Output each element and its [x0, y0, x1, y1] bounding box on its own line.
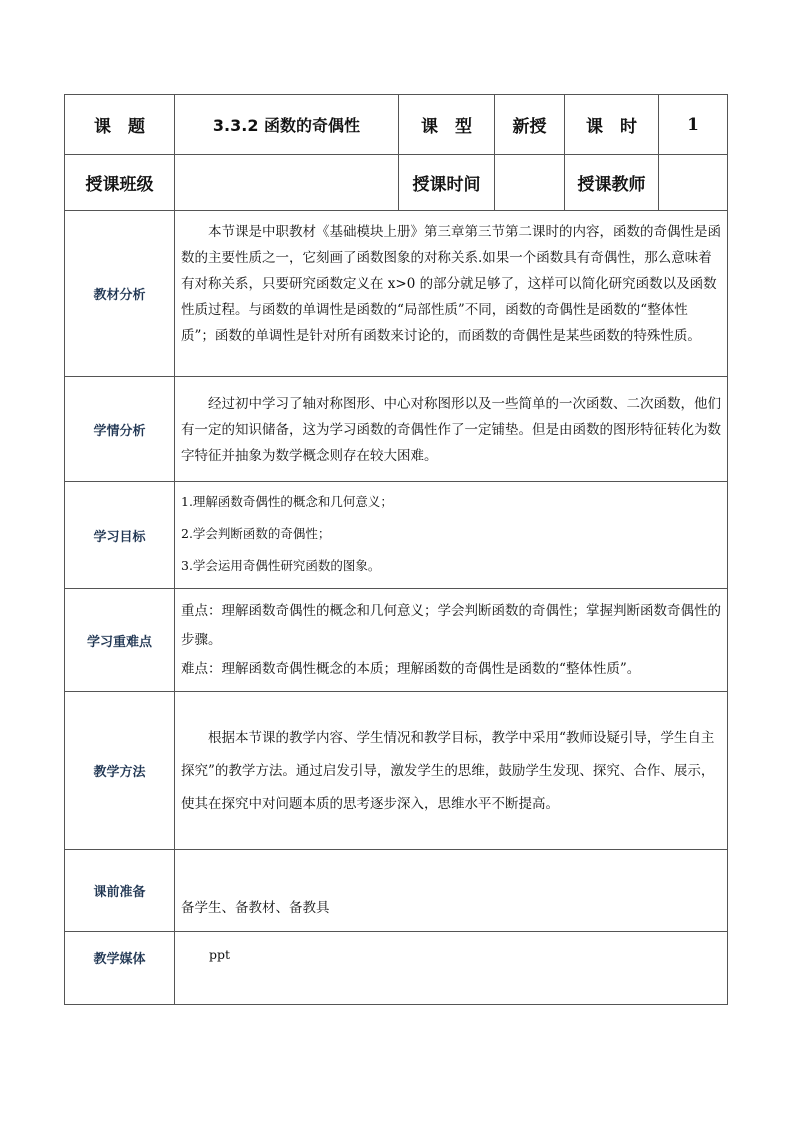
- learning-goal-item: 1.理解函数奇偶性的概念和几何意义；: [181, 494, 393, 509]
- class-value: [175, 155, 399, 211]
- teaching-method-text: 根据本节课的教学内容、学生情况和教学目标，教学中采用“教师设疑引导，学生自主探究”的教学方法。通过启发引导，激发学生的思维，鼓励学生发现、探究、合作、展示，使其在探究中对问题本质的思考逐步深入，思维水平不断提高。: [181, 730, 715, 812]
- row-preparation: [65, 850, 728, 932]
- hours-label: 课 时: [565, 95, 659, 155]
- key-point-text: 重点：理解函数奇偶性的概念和几何意义；学会判断函数的奇偶性；掌握判断函数奇偶性的步骤。: [181, 603, 721, 648]
- preparation-label: 课前准备: [65, 850, 175, 932]
- row-student-analysis: [65, 377, 728, 482]
- type-label: 课 型: [399, 95, 495, 155]
- difficult-point-text: 难点：理解函数奇偶性概念的本质；理解函数的奇偶性是函数的“整体性质”。: [181, 661, 641, 677]
- textbook-analysis-text-cell: [175, 211, 728, 377]
- media-cell: [175, 932, 728, 1005]
- media-text: ppt: [209, 947, 231, 962]
- header-row-topic: [65, 95, 728, 155]
- media-label: 教学媒体: [65, 932, 175, 1005]
- teacher-value: [659, 155, 728, 211]
- row-teaching-method: [65, 692, 728, 850]
- learning-goals-cell: [175, 482, 728, 589]
- learning-goal-item: 3.学会运用奇偶性研究函数的图象。: [181, 558, 381, 573]
- header-row-class: [65, 155, 728, 211]
- learning-goals-label: 学习目标: [65, 482, 175, 589]
- time-label: 授课时间: [399, 155, 495, 211]
- lesson-plan-table: [64, 94, 728, 1005]
- hours-value: 1: [659, 95, 728, 155]
- student-analysis-text: 经过初中学习了轴对称图形、中心对称图形以及一些简单的一次函数、二次函数，他们有一定的知识储备，这为学习函数的奇偶性作了一定铺垫。但是由函数的图形特征转化为数字特征并抽象为数学概念则存在较大困难。: [181, 396, 721, 464]
- row-media: [65, 932, 728, 1005]
- textbook-analysis-label: 教材分析: [65, 211, 175, 377]
- learning-goal-item: 2.学会判断函数的奇偶性；: [181, 526, 331, 541]
- teaching-method-cell: [175, 692, 728, 850]
- preparation-text: 备学生、备教材、备教具: [181, 900, 330, 916]
- row-learning-goals: [65, 482, 728, 589]
- textbook-analysis-text: 本节课是中职教材《基础模块上册》第三章第三节第二课时的内容，函数的奇偶性是函数的主要性质之一，它刻画了函数图象的对称关系.如果一个函数具有奇偶性，那么意味着有对称关系，只要研究函数定义在 x>0 的部分就足够了，这样可以简化研究函数以及函数性质过程。与函数的单调性是函数的“局部性质”不同，函数的奇偶性是函数的“整体性质”；函数的单调性是针对所有函数来讨论的，而函数的奇偶性是某些函数的特殊性质。: [181, 224, 721, 344]
- type-value: 新授: [495, 95, 565, 155]
- topic-label: 课 题: [65, 95, 175, 155]
- topic-value: 3.3.2 函数的奇偶性: [175, 95, 399, 155]
- row-textbook-analysis: [65, 211, 728, 377]
- student-analysis-text-cell: [175, 377, 728, 482]
- student-analysis-label: 学情分析: [65, 377, 175, 482]
- teacher-label: 授课教师: [565, 155, 659, 211]
- teaching-method-label: 教学方法: [65, 692, 175, 850]
- key-points-cell: [175, 589, 728, 692]
- row-key-difficult-points: [65, 589, 728, 692]
- class-label: 授课班级: [65, 155, 175, 211]
- key-points-label: 学习重难点: [65, 589, 175, 692]
- preparation-cell: [175, 850, 728, 932]
- time-value: [495, 155, 565, 211]
